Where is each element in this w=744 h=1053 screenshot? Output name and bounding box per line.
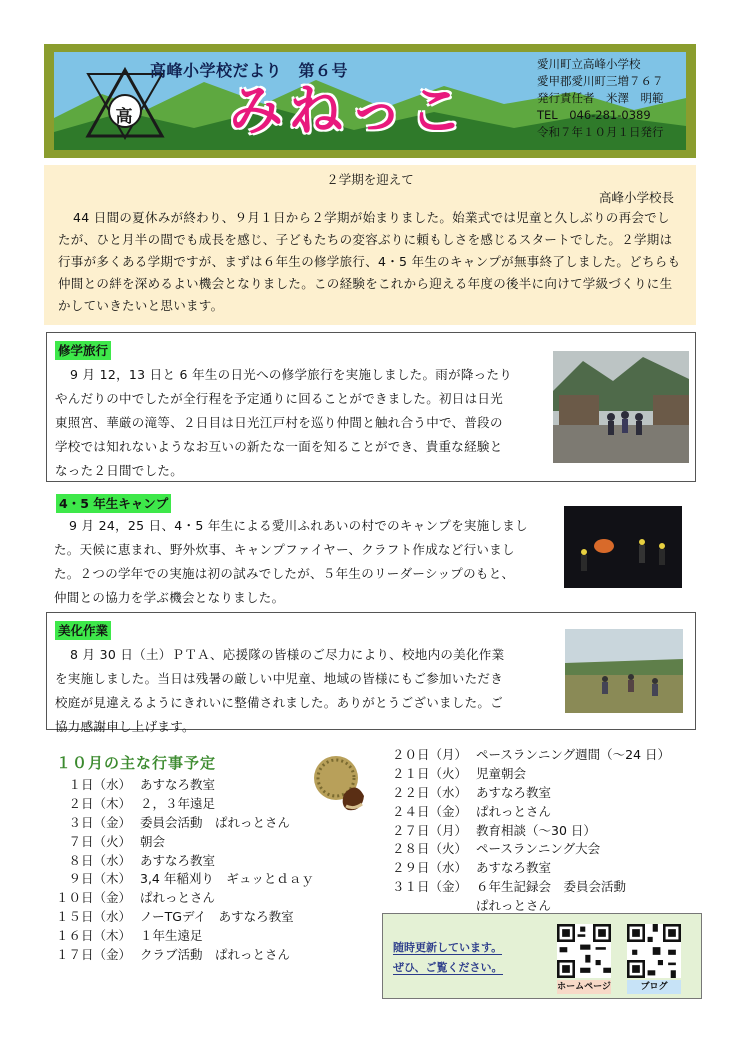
schedule-event: あすなろ教室 [140, 777, 216, 792]
schedule-event: 朝会 [140, 833, 166, 849]
publisher-address: 愛甲郡愛川町三増７６７ [537, 74, 664, 88]
schedule-date: １日（水） [56, 777, 132, 792]
schedule-event: ペースランニング週間（～24 日） [476, 747, 671, 762]
update-message-line2: ぜひ、ご覧ください。 [393, 961, 503, 974]
schedule-item [56, 927, 376, 946]
cleanup-line: を実施しました。当日は残暑の厳しい中児童、地域の皆様にもご参加いただき [55, 671, 504, 686]
publisher-info [537, 56, 664, 141]
schedule-event: ペースランニング大会 [476, 841, 601, 857]
update-message [393, 938, 503, 978]
newsletter-title: 高峰小学校だより 第６号 [150, 61, 349, 80]
publisher-school: 愛川町立高峰小学校 [537, 57, 641, 71]
schedule-item [56, 946, 376, 965]
school-trip-line: 東照宮、華厳の滝等、２日目は日光江戸村を巡り仲間と触れ合う中で、普段の [55, 415, 503, 430]
cleanup-title: 美化作業 [55, 621, 111, 640]
schedule-date: １０日（金） [56, 890, 132, 906]
camp-line: 9 月 24，25 日、4・5 年生による愛川ふれあいの村でのキャンプを実施しまし [69, 518, 528, 533]
schedule-event: あすなろ教室 [476, 860, 552, 876]
school-trip-line: なった２日間でした。 [55, 463, 184, 478]
school-trip-line: 9 月 12，13 日と 6 年生の日光への修学旅行を実施しました。雨が降ったり [70, 367, 513, 382]
schedule-date: ９日（木） [56, 871, 132, 887]
school-trip-text [55, 363, 512, 483]
schedule-event: 3,4 年稲刈り ギュッとｄａｙ [140, 871, 314, 887]
camp-photo [564, 506, 682, 588]
schedule-event: あすなろ教室 [140, 852, 216, 868]
schedule-event: 委員会活動 ぱれっとさん [140, 814, 291, 830]
schedule-item [392, 765, 702, 784]
schedule-date: ２０日（月） [392, 747, 468, 762]
publish-date: 令和７年１０月１日発行 [537, 125, 664, 139]
schedule-event: ２，３年遠足 [140, 795, 216, 811]
cleanup-section [46, 612, 696, 734]
school-trip-title: 修学旅行 [55, 341, 111, 360]
homepage-label[interactable]: ホームページ [557, 982, 611, 992]
schedule-item [392, 878, 702, 897]
publisher-phone: TEL 046-281-0389 [537, 108, 651, 122]
cleanup-line: 8 月 30 日（土）ＰＴＡ、応援隊の皆様のご尽力により、校地内の美化作業 [70, 647, 505, 662]
camp-line: た。２つの学年での実施は初の試みでしたが、５年生のリーダーシップのもと、 [54, 566, 515, 581]
schedule-date: ８日（水） [56, 852, 132, 868]
schedule-item [56, 814, 376, 833]
schedule-event: 児童朝会 [476, 765, 527, 781]
newsletter-logo-title: みねっこ [229, 79, 469, 142]
camp-section [46, 490, 696, 604]
schedule-event: １年生遠足 [140, 928, 203, 944]
blog-label[interactable]: ブログ [627, 980, 681, 994]
schedule-date: ２１日（火） [392, 765, 468, 781]
schedule-date: ３１日（金） [392, 879, 468, 895]
schedule-item [392, 746, 702, 765]
greeting-author: 高峰小学校長 [598, 190, 674, 205]
schedule-event: ノーTGデイ あすなろ教室 [140, 909, 294, 925]
schedule-item [392, 822, 702, 841]
october-schedule-heading: １０月の主な行事予定 [56, 754, 217, 772]
schedule-date: ７日（火） [56, 833, 132, 849]
camp-text [54, 514, 528, 610]
schedule-item [56, 776, 376, 795]
school-trip-line: やんだりの中でしたが全行程を予定通りに回ることができました。初日は日光 [55, 391, 504, 406]
schedule-date: ２４日（金） [392, 803, 468, 819]
camp-line: た。天候に恵まれ、野外炊事、キャンプファイヤー、クラフト作成など行いまし [54, 542, 515, 557]
schedule-event: あすなろ教室 [476, 784, 552, 800]
school-trip-photo [553, 351, 689, 463]
schedule-item [392, 784, 702, 803]
homepage-qr-icon[interactable] [557, 924, 611, 978]
schedule-event: クラブ活動 ぱれっとさん [140, 947, 291, 963]
cleanup-line: 校庭が見違えるようにきれいに整備されました。ありがとうございました。ご [55, 695, 504, 710]
schedule-item [56, 795, 376, 814]
principal-greeting [44, 165, 696, 325]
schedule-item [392, 859, 702, 878]
masthead [44, 44, 696, 158]
schedule-event: ぱれっとさん [476, 898, 552, 914]
schedule-item [56, 889, 376, 908]
blog-qr-icon[interactable] [627, 924, 681, 978]
schedule-item [56, 833, 376, 852]
camp-title: 4・5 年生キャンプ [56, 494, 171, 513]
schedule-date: ２９日（水） [392, 860, 468, 876]
greeting-body: 44 日間の夏休みが終わり、９月１日から２学期が始まりました。始業式では児童と久しぶりの再会でしたが、ひと月半の間でも成長を感じ、子どもたちの変容ぶりに頼もしさを感じるスタートでした。２学期は行事が多くある学期ですが、まずは６年生の修学旅行、4・5 年生のキャンプが無事終了しました。どちらも仲間との絆を深めるよい機会となりました。この経験をこれから迎える年度の後半に向けて学級づくりに生かしていきたいと思います。 [58, 210, 681, 313]
schedule-list-right [392, 746, 702, 916]
schedule-date: １７日（金） [56, 947, 132, 963]
schedule-item [56, 852, 376, 871]
schedule-date: １６日（木） [56, 928, 132, 944]
schedule-date: ２日（木） [56, 795, 132, 811]
school-trip-line: 学校では知れないようなお互いの新たな一面を知ることができ、貴重な経験と [55, 439, 503, 454]
schedule-date: １５日（水） [56, 909, 132, 925]
schedule-event: ６年生記録会 委員会活動 [476, 879, 627, 895]
schedule-date: ２７日（月） [392, 822, 468, 838]
cleanup-line: 協力感謝申し上げます。 [55, 719, 195, 734]
schedule-item [56, 908, 376, 927]
website-info-box [382, 913, 702, 999]
schedule-date: ３日（金） [56, 814, 132, 830]
schedule-list-left [56, 776, 376, 965]
schedule-event: 教育相談（～30 日） [476, 822, 596, 838]
emblem-character: 高 [115, 107, 133, 127]
masthead-banner [54, 52, 686, 150]
camp-line: 仲間との協力を学ぶ機会となりました。 [54, 590, 285, 605]
schedule-item [392, 803, 702, 822]
schedule-event: ぱれっとさん [140, 890, 216, 906]
schedule-date: ２２日（水） [392, 784, 468, 800]
school-trip-section [46, 332, 696, 482]
schedule-event: ぱれっとさん [476, 803, 552, 819]
schedule-date: ２８日（火） [392, 841, 468, 857]
cleanup-text [55, 643, 504, 739]
update-message-line1: 随時更新しています。 [393, 941, 503, 954]
cleanup-photo [565, 629, 683, 713]
greeting-title: ２学期を迎えて [326, 172, 414, 187]
schedule-item [392, 840, 702, 859]
publisher-responsible: 発行責任者 米澤 明範 [537, 91, 664, 105]
schedule-item [56, 870, 376, 889]
